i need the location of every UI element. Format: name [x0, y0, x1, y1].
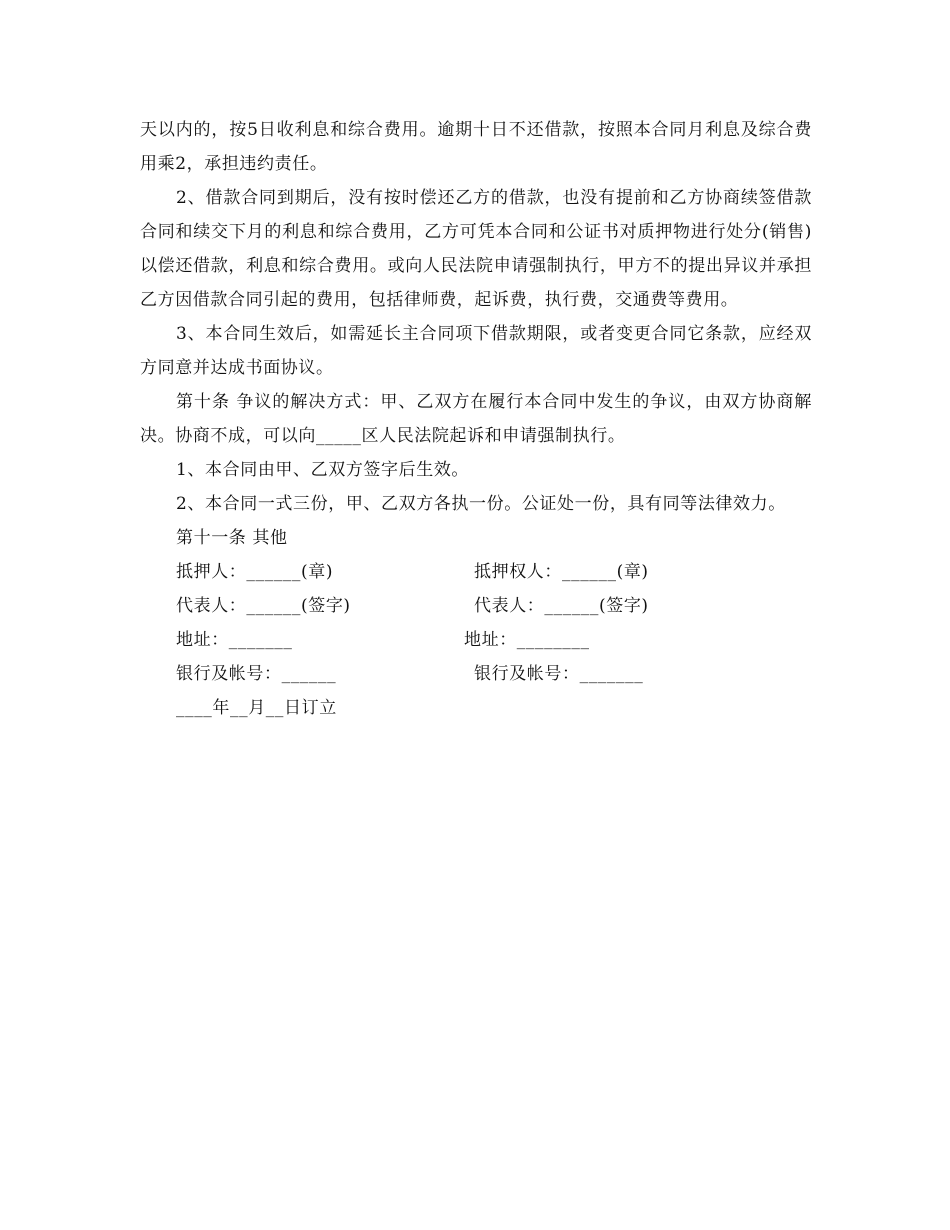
signature-row-representative [140, 589, 812, 623]
paragraph-clause-3-amendment: 3、本合同生效后，如需延长主合同项下借款期限，或者变更合同它条款，应经双方同意并达成书面协议。 [140, 324, 812, 378]
mortgagee-address-field: 地址：________ [464, 630, 590, 650]
paragraph-article-11-other: 第十一条 其他 [176, 528, 288, 548]
mortgagor-representative-field: 代表人：______(签字) [176, 596, 351, 616]
mortgagor-address-field: 地址：_______ [176, 630, 293, 650]
signature-row-date [140, 691, 812, 725]
mortgagee-representative-field: 代表人：______(签字) [474, 596, 649, 616]
mortgagee-seal-field: 抵押权人：______(章) [474, 562, 649, 582]
paragraph-article-10-dispute: 第十条 争议的解决方式：甲、乙双方在履行本合同中发生的争议，由双方协商解决。协商不成，可以向_____区人民法院起诉和申请强制执行。 [140, 392, 812, 446]
signature-row-bank-account [140, 657, 812, 691]
signature-row-mortgagor [140, 555, 812, 589]
mortgagor-seal-field: 抵押人：______(章) [176, 562, 334, 582]
paragraph-clause-2-default: 2、借款合同到期后，没有按时偿还乙方的借款，也没有提前和乙方协商续签借款合同和续交下月的利息和综合费用，乙方可凭本合同和公证书对质押物进行处分(销售)以偿还借款，利息和综合费用。或向人民法院申请强制执行，甲方不的提出异议并承担乙方因借款合同引起的费用，包括律师费，起诉费，执行费，交通费等费用。 [140, 188, 812, 310]
signing-date-line: ____年__月__日订立 [176, 698, 337, 718]
mortgagee-bank-account-field: 银行及帐号：_______ [474, 664, 644, 684]
paragraph-effective-clause: 1、本合同由甲、乙双方签字后生效。 [176, 460, 470, 480]
signature-row-address [140, 623, 812, 657]
paragraph-copies-clause: 2、本合同一式三份，甲、乙双方各执一份。公证处一份，具有同等法律效力。 [176, 494, 786, 514]
document-page [140, 113, 812, 725]
paragraph-continuation: 天以内的，按5日收利息和综合费用。逾期十日不还借款，按照本合同月利息及综合费用乘2，承担违约责任。 [140, 120, 812, 174]
mortgagor-bank-account-field: 银行及帐号：______ [176, 664, 337, 684]
